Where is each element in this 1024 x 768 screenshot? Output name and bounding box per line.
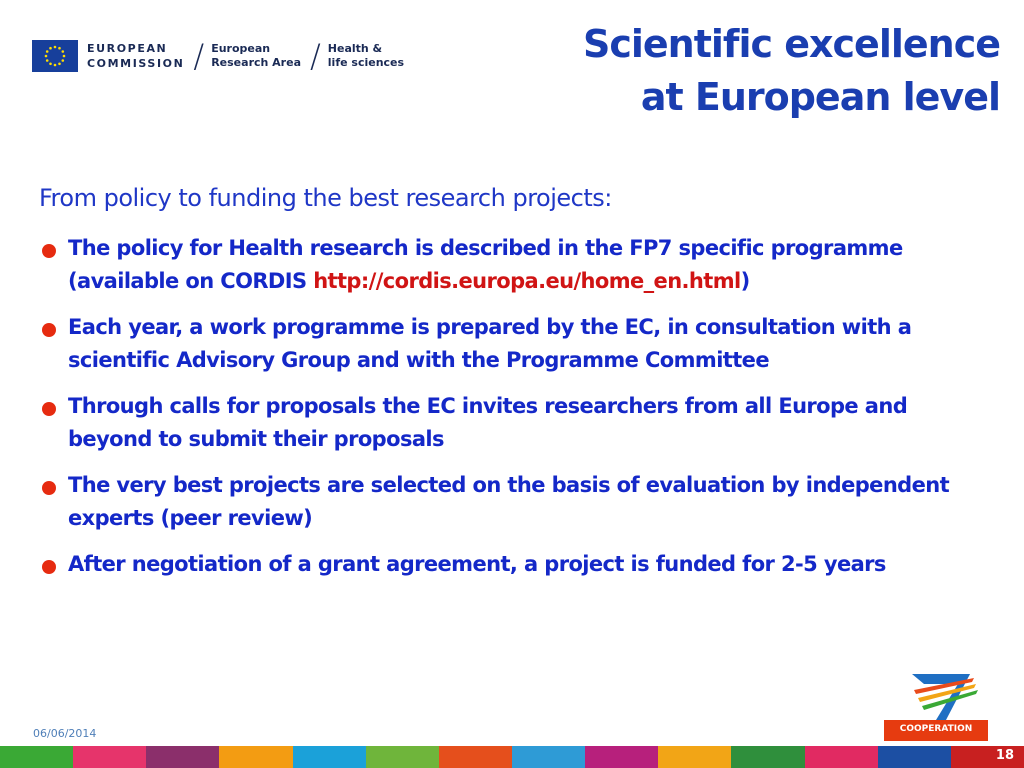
stripe-segment	[293, 746, 366, 768]
era-line1: European	[211, 42, 271, 55]
ec-name	[87, 41, 184, 71]
bullet-text: Through calls for proposals the EC invites researchers from all Europe and beyond to submit their proposals	[68, 394, 908, 451]
bullet-dot-icon	[42, 481, 56, 495]
bullet-dot-icon	[42, 560, 56, 574]
bullet-text: After negotiation of a grant agreement, a project is funded for 2-5 years	[68, 552, 886, 576]
logo-slash-icon: /	[310, 37, 321, 75]
eu-flag-icon	[32, 40, 78, 72]
stripe-segment	[219, 746, 292, 768]
era-name	[211, 42, 301, 70]
cordis-link[interactable]: http://cordis.europa.eu/home_en.html	[313, 269, 741, 293]
stripe-segment	[73, 746, 146, 768]
bullet-dot-icon	[42, 323, 56, 337]
stripe-segment	[805, 746, 878, 768]
bullet-dot-icon	[42, 244, 56, 258]
ec-line1: EUROPEAN	[87, 42, 168, 55]
bullet-text: The policy for Health research is described in the FP7 specific programme (available on CORDIS	[68, 236, 903, 293]
stripe-segment	[439, 746, 512, 768]
bullet-item	[42, 469, 997, 535]
bullet-item	[42, 232, 997, 298]
stripe-segment	[878, 746, 951, 768]
stripe-segment	[512, 746, 585, 768]
stripe-segment	[658, 746, 731, 768]
title-line2: at European level	[640, 75, 1000, 119]
stripe-segment	[731, 746, 804, 768]
bullet-text-after: )	[740, 269, 750, 293]
bullet-list	[42, 232, 997, 594]
slide-subtitle: From policy to funding the best research projects:	[39, 184, 612, 212]
bullet-item	[42, 548, 997, 581]
bullet-text: Each year, a work programme is prepared by the EC, in consultation with a scientific Advisory Group and with the Programme Committee	[68, 315, 912, 372]
bullet-item	[42, 311, 997, 377]
stripe-segment	[585, 746, 658, 768]
stripe-segment	[366, 746, 439, 768]
footer-color-stripe	[0, 746, 1024, 768]
stripe-segment	[146, 746, 219, 768]
title-line1: Scientific excellence	[582, 22, 1000, 66]
stripe-segment	[0, 746, 73, 768]
slide-title	[583, 18, 1000, 124]
ec-line2: COMMISSION	[87, 57, 185, 70]
hls-name	[328, 42, 404, 70]
hls-line2: life sciences	[327, 56, 405, 69]
logo-slash-icon: /	[193, 37, 205, 75]
bullet-item	[42, 390, 997, 456]
ec-logo	[32, 38, 404, 74]
cooperation-label: COOPERATION	[884, 720, 988, 738]
bullet-dot-icon	[42, 402, 56, 416]
footer-date: 06/06/2014	[33, 727, 97, 740]
bullet-text: The very best projects are selected on the basis of evaluation by independent experts (peer review)	[68, 473, 950, 530]
era-line2: Research Area	[211, 56, 301, 69]
cooperation-underline	[884, 738, 988, 741]
page-number: 18	[995, 748, 1014, 763]
hls-line1: Health &	[327, 42, 383, 55]
